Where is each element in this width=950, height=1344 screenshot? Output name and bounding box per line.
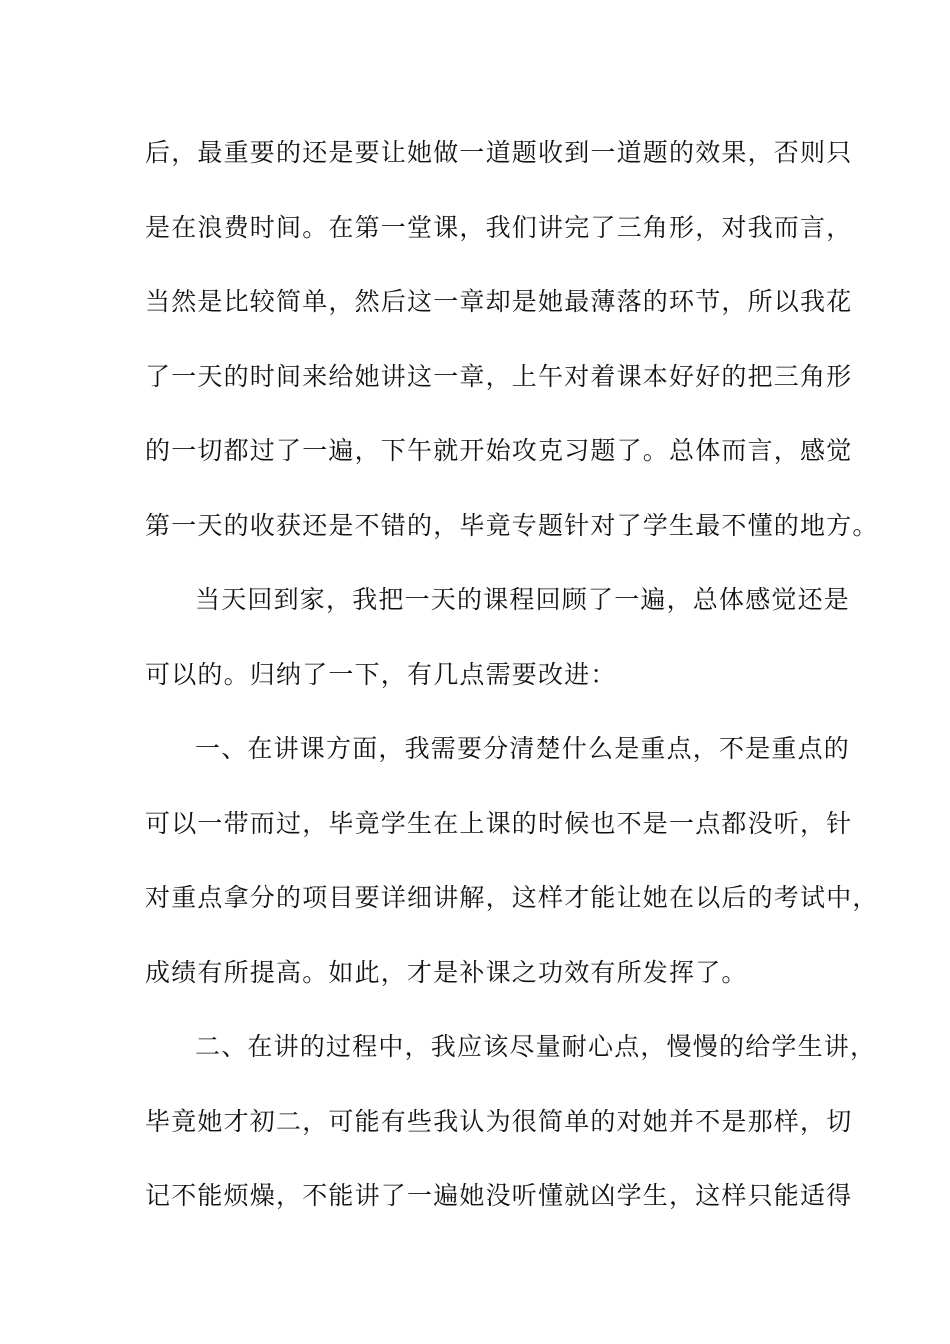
paragraph-first-line: 一、在讲课方面，我需要分清楚什么是重点，不是重点的 <box>195 734 851 763</box>
body-text <box>145 128 879 1246</box>
paragraph-first-line: 当天回到家，我把一天的课程回顾了一遍，总体感觉还是 <box>195 585 851 614</box>
text-line: 第一天的收获还是不错的，毕竟专题针对了学生最不懂的地方。 <box>145 510 879 540</box>
text-line: 对重点拿分的项目要详细讲解，这样才能让她在以后的考试中， <box>145 883 879 912</box>
text-line: 是在浪费时间。在第一堂课，我们讲完了三角形，对我而言， <box>145 212 853 242</box>
text-line: 记不能烦燥，不能讲了一遍她没听懂就凶学生，这样只能适得 <box>145 1181 853 1210</box>
text-line: 成绩有所提高。如此，才是补课之功效有所发挥了。 <box>145 957 748 987</box>
paragraph-first-line: 二、在讲的过程中，我应该尽量耐心点，慢慢的给学生讲， <box>195 1032 877 1061</box>
text-line: 可以的。归纳了一下，有几点需要改进： <box>145 659 617 689</box>
text-line: 可以一带而过，毕竟学生在上课的时候也不是一点都没听，针 <box>145 808 853 838</box>
text-line: 后，最重要的还是要让她做一道题收到一道题的效果，否则只 <box>145 138 853 167</box>
text-line: 了一天的时间来给她讲这一章，上午对着课本好好的把三角形 <box>145 361 853 391</box>
text-line: 的一切都过了一遍，下午就开始攻克习题了。总体而言，感觉 <box>145 436 853 465</box>
text-line: 当然是比较简单，然后这一章却是她最薄落的环节，所以我花 <box>145 287 853 316</box>
text-line: 毕竟她才初二，可能有些我认为很简单的对她并不是那样，切 <box>145 1106 853 1136</box>
